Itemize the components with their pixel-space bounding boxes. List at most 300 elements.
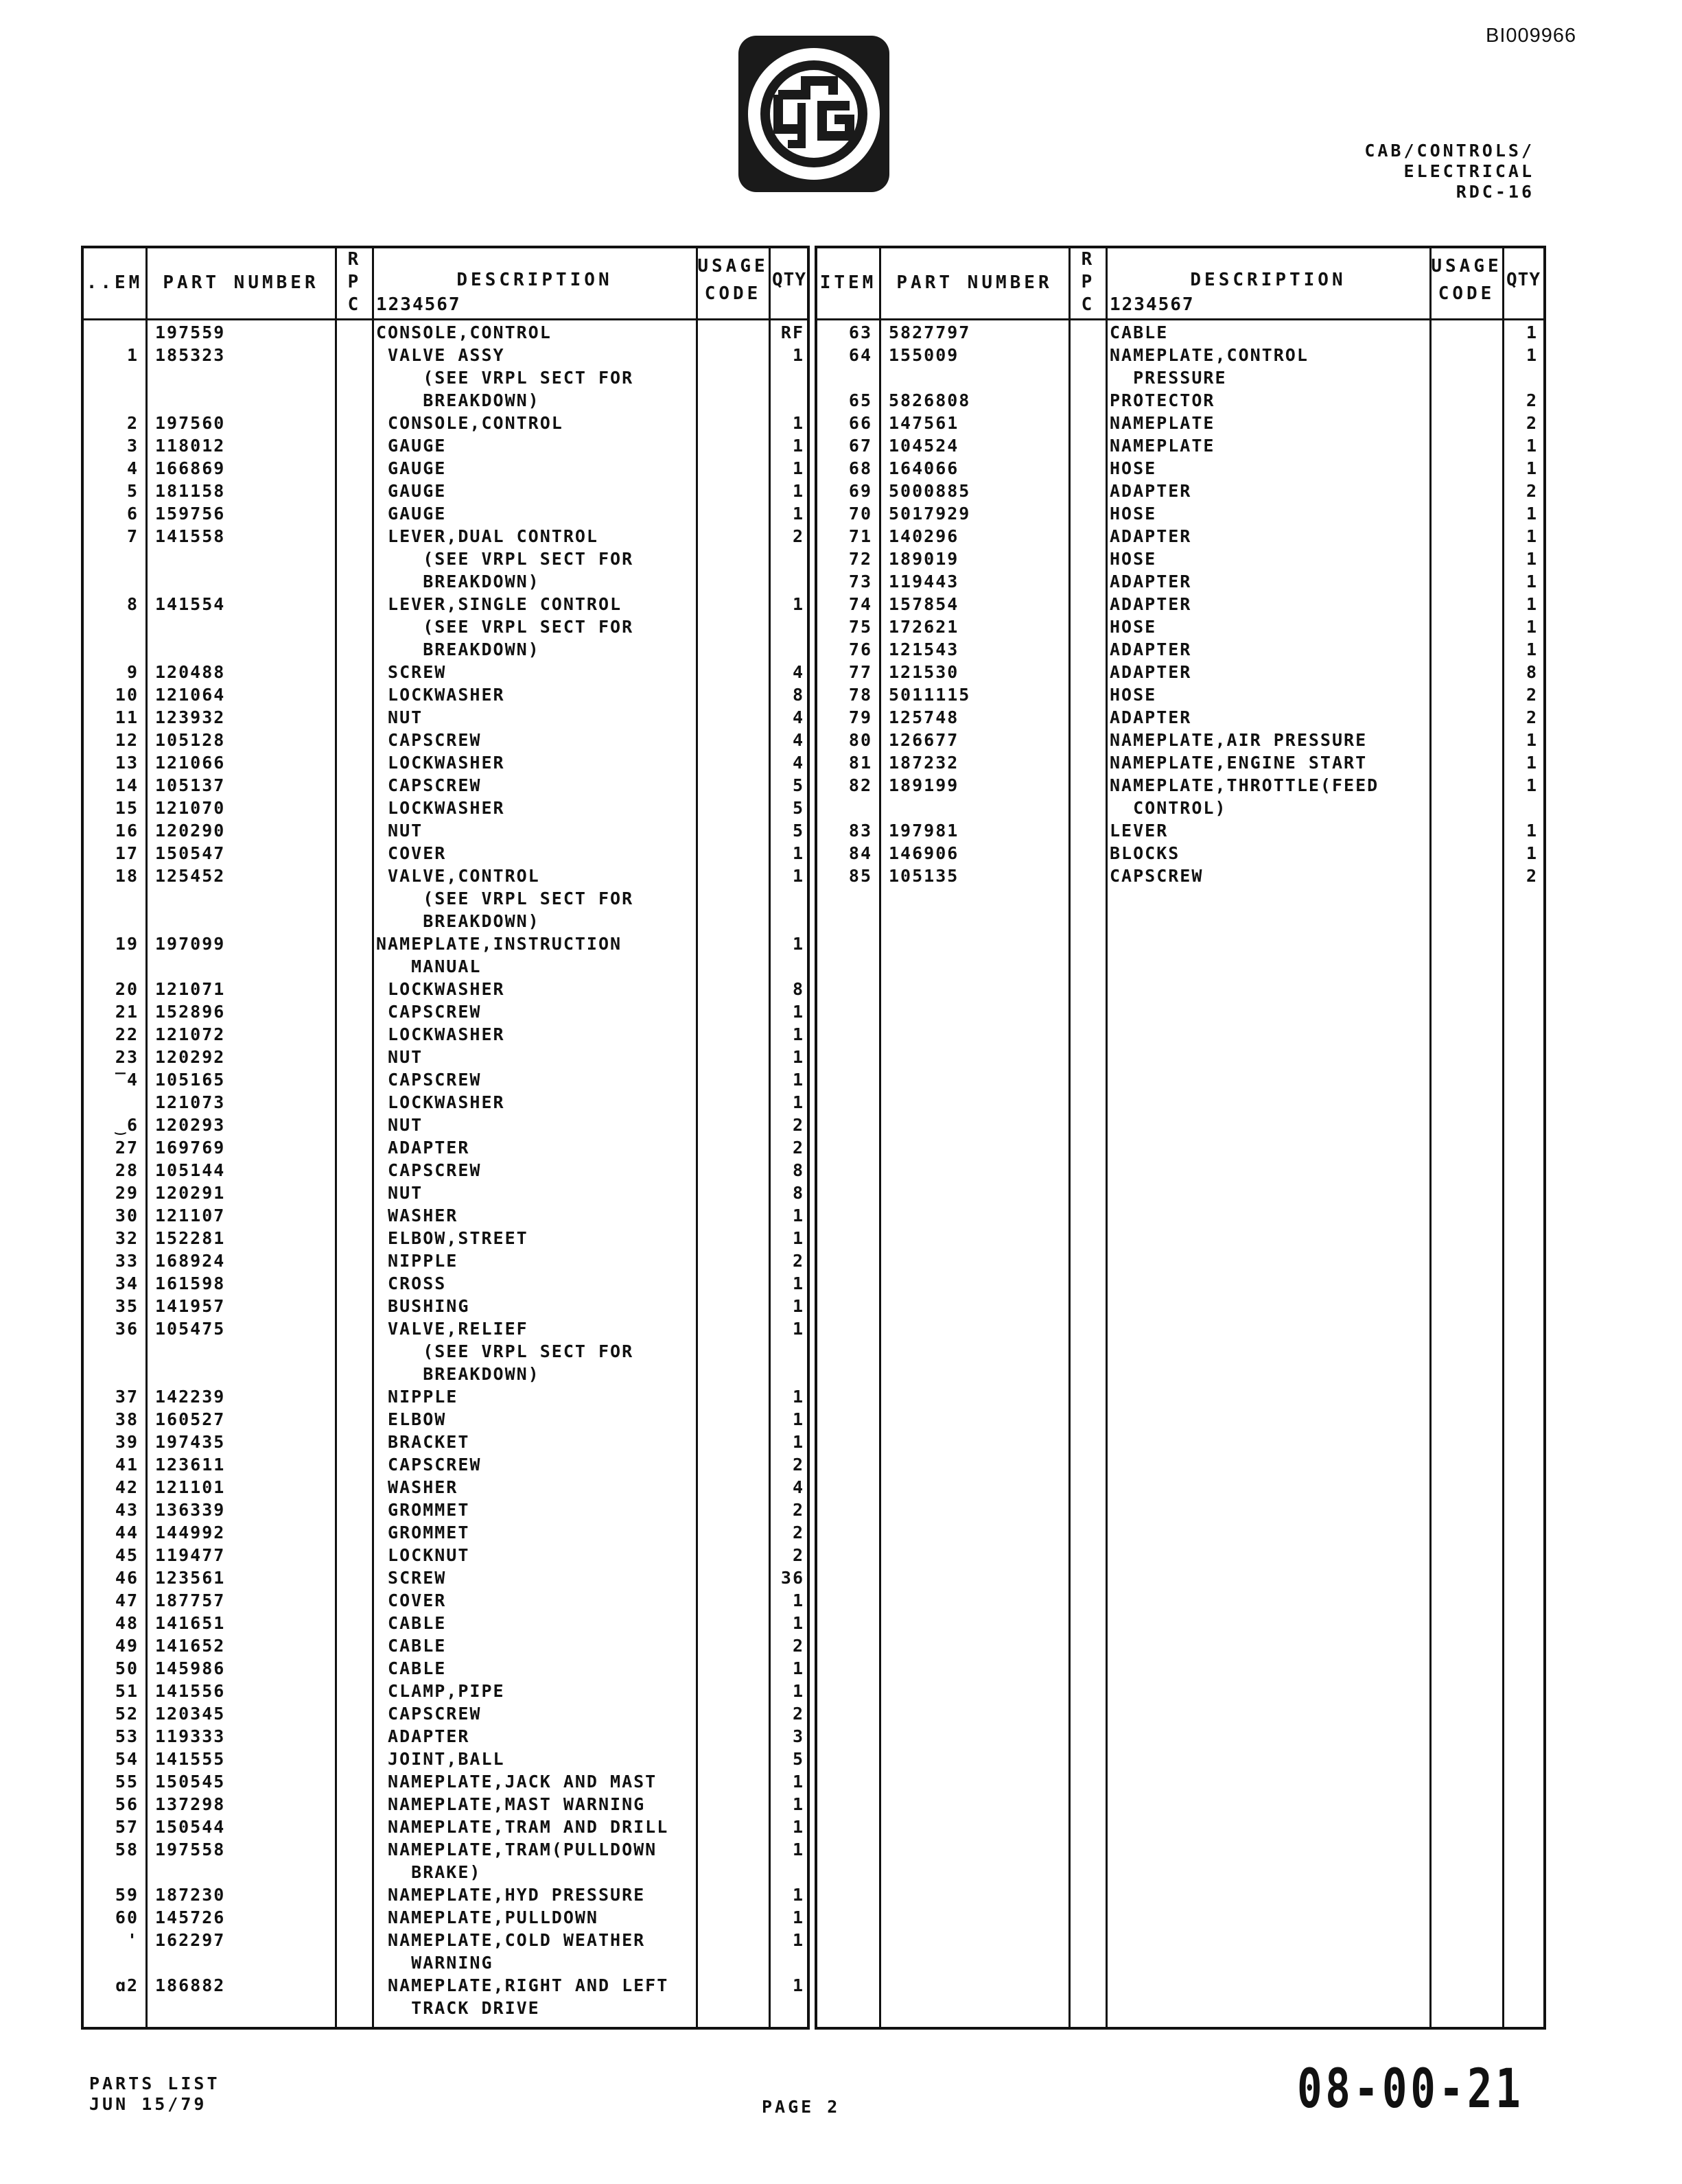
table-row (84, 1408, 807, 1431)
description-cell: NUT (376, 707, 423, 727)
qty-cell: 1 (792, 1590, 804, 1610)
table-row (84, 1770, 807, 1793)
header-qty: QTY (1506, 270, 1541, 290)
description-cell: JOINT,BALL (376, 1749, 505, 1769)
qty-cell: 1 (792, 1228, 804, 1248)
item-cell: 44 (115, 1523, 139, 1542)
part-number-cell: 166869 (155, 458, 226, 478)
item-cell: 14 (115, 775, 139, 795)
description-cell: NAMEPLATE,RIGHT AND LEFT (376, 1975, 669, 1995)
description-cell: ELBOW (376, 1409, 447, 1429)
table-row (817, 480, 1543, 502)
description-cell: CABLE (376, 1658, 447, 1678)
description-cell: NUT (376, 1183, 423, 1203)
table-row (817, 457, 1543, 480)
description-cell: COVER (376, 843, 447, 863)
qty-cell: 1 (792, 458, 804, 478)
header-qty: QTY (772, 270, 806, 290)
qty-cell: 8 (792, 1160, 804, 1180)
table-row (84, 1340, 807, 1363)
item-cell: 58 (115, 1840, 139, 1859)
table-row (84, 1974, 807, 1997)
table-row (84, 1385, 807, 1408)
description-cell: NUT (376, 1115, 423, 1135)
header-item: ITEM (819, 272, 877, 293)
qty-cell: 1 (792, 934, 804, 954)
qty-cell: 4 (792, 753, 804, 773)
qty-cell: RF (780, 322, 804, 342)
part-number-cell: 159756 (155, 504, 226, 524)
table-row (817, 638, 1543, 661)
description-cell: ELBOW,STREET (376, 1228, 528, 1248)
table-row (84, 1295, 807, 1317)
qty-cell: 1 (792, 1273, 804, 1293)
description-cell: LOCKWASHER (376, 798, 505, 818)
part-number-cell: 197981 (889, 821, 959, 841)
table-row (84, 1589, 807, 1612)
item-cell: 1 (126, 345, 139, 365)
item-cell: 15 (115, 798, 139, 818)
part-number-cell: 120345 (155, 1704, 226, 1724)
table-row (84, 1951, 807, 1974)
part-number-cell: 197559 (155, 322, 226, 342)
item-cell: 59 (115, 1885, 139, 1905)
table-row (84, 910, 807, 932)
table-row (84, 525, 807, 548)
table-row (84, 661, 807, 683)
description-cell: CROSS (376, 1273, 447, 1293)
part-number-cell: 5017929 (889, 504, 971, 524)
item-cell: 18 (115, 866, 139, 886)
qty-cell: 1 (792, 1024, 804, 1044)
item-cell: 53 (115, 1726, 139, 1746)
part-number-cell: 197099 (155, 934, 226, 954)
header-part-number: PART NUMBER (896, 272, 1053, 293)
item-cell: 73 (848, 572, 872, 591)
qty-cell: 2 (792, 1545, 804, 1565)
qty-cell: 1 (792, 1092, 804, 1112)
qty-cell: 1 (1526, 843, 1538, 863)
table-row (84, 1521, 807, 1544)
table-row (84, 570, 807, 593)
table-row (84, 1793, 807, 1816)
table-row (84, 344, 807, 366)
item-cell: 32 (115, 1228, 139, 1248)
description-cell: BLOCKS (1110, 843, 1180, 863)
part-number-cell: 157854 (889, 594, 959, 614)
part-number-cell: 181158 (155, 481, 226, 501)
qty-cell: 8 (792, 685, 804, 705)
description-cell: LEVER,DUAL CONTROL (376, 526, 598, 546)
part-number-cell: 120292 (155, 1047, 226, 1067)
description-cell: CABLE (1110, 322, 1169, 342)
description-cell: BUSHING (376, 1296, 470, 1316)
qty-cell: 2 (792, 1500, 804, 1520)
part-number-cell: 168924 (155, 1251, 226, 1271)
table-row (84, 683, 807, 706)
qty-cell: 2 (792, 1636, 804, 1656)
item-cell: 79 (848, 707, 872, 727)
table-row (84, 774, 807, 797)
table-row (84, 1453, 807, 1476)
qty-cell: 1 (792, 594, 804, 614)
table-row (84, 1476, 807, 1499)
table-row (84, 1363, 807, 1385)
company-logo (737, 34, 891, 193)
part-number-cell: 185323 (155, 345, 226, 365)
table-row (84, 1431, 807, 1453)
part-number-cell: 189019 (889, 549, 959, 569)
qty-cell: 2 (792, 1138, 804, 1158)
item-cell: ‾4 (115, 1070, 139, 1090)
table-row (84, 1023, 807, 1046)
header-description: DESCRIPTION (456, 270, 613, 290)
part-number-cell: 197435 (155, 1432, 226, 1452)
description-cell: CAPSCREW (376, 1455, 482, 1475)
description-cell: PROTECTOR (1110, 390, 1215, 410)
qty-cell: 1 (792, 1817, 804, 1837)
table-row (84, 932, 807, 955)
part-number-cell: 5011115 (889, 685, 971, 705)
table-row (84, 729, 807, 751)
qty-cell: 1 (792, 1432, 804, 1452)
table-row (817, 842, 1543, 865)
item-cell: 75 (848, 617, 872, 637)
item-cell: 50 (115, 1658, 139, 1678)
table-row (84, 1748, 807, 1770)
qty-cell: 2 (1526, 481, 1538, 501)
item-cell: 41 (115, 1455, 139, 1475)
table-row (84, 887, 807, 910)
qty-cell: 1 (792, 866, 804, 886)
qty-cell: 1 (792, 1907, 804, 1927)
table-row (84, 1702, 807, 1725)
item-cell: 34 (115, 1273, 139, 1293)
qty-cell: 1 (1526, 526, 1538, 546)
item-cell: 12 (115, 730, 139, 750)
description-cell: NAMEPLATE,INSTRUCTION (376, 934, 622, 954)
item-cell: 13 (115, 753, 139, 773)
part-number-cell: 119333 (155, 1726, 226, 1746)
part-number-cell: 141558 (155, 526, 226, 546)
item-cell: 16 (115, 821, 139, 841)
description-cell: TRACK DRIVE (376, 1998, 540, 2018)
part-number-cell: 141555 (155, 1749, 226, 1769)
description-cell: CAPSCREW (376, 1704, 482, 1724)
item-cell: 71 (848, 526, 872, 546)
description-cell: HOSE (1110, 617, 1157, 637)
part-number-cell: 121101 (155, 1477, 226, 1497)
description-cell: ADAPTER (1110, 594, 1192, 614)
section-title (1364, 141, 1534, 202)
part-number-cell: 125748 (889, 707, 959, 727)
qty-cell: 1 (792, 504, 804, 524)
header-item: ..EM (86, 272, 143, 293)
description-cell: (SEE VRPL SECT FOR (376, 549, 634, 569)
item-cell: 56 (115, 1794, 139, 1814)
description-cell: BREAKDOWN) (376, 390, 540, 410)
part-number-cell: 119443 (889, 572, 959, 591)
item-cell: 8 (126, 594, 139, 614)
table-row (84, 1046, 807, 1068)
item-cell: 72 (848, 549, 872, 569)
part-number-cell: 164066 (889, 458, 959, 478)
qty-cell: 8 (1526, 662, 1538, 682)
item-cell: 69 (848, 481, 872, 501)
table-row (84, 1657, 807, 1680)
item-cell: ɑ2 (115, 1975, 139, 1995)
description-cell: NAMEPLATE,COLD WEATHER (376, 1930, 646, 1950)
qty-cell: 1 (1526, 504, 1538, 524)
qty-cell: 1 (792, 843, 804, 863)
part-number-cell: 150545 (155, 1772, 226, 1792)
description-cell: LOCKWASHER (376, 685, 505, 705)
qty-cell: 1 (1526, 775, 1538, 795)
item-cell: 70 (848, 504, 872, 524)
table-row (817, 389, 1543, 412)
qty-cell: 1 (1526, 345, 1538, 365)
table-row (84, 1499, 807, 1521)
parts-table-left (81, 246, 810, 2030)
part-number-cell: 152281 (155, 1228, 226, 1248)
table-row (817, 797, 1543, 819)
table-row (84, 955, 807, 978)
part-number-cell: 121070 (155, 798, 226, 818)
description-cell: SCREW (376, 1568, 447, 1588)
qty-cell: 1 (792, 1070, 804, 1090)
item-cell: 66 (848, 413, 872, 433)
description-cell: NIPPLE (376, 1251, 458, 1271)
part-number-cell: 123611 (155, 1455, 226, 1475)
table-row (817, 344, 1543, 366)
table-row (84, 1838, 807, 1861)
description-cell: CAPSCREW (376, 1002, 482, 1022)
description-cell: LOCKWASHER (376, 753, 505, 773)
qty-cell: 1 (792, 1387, 804, 1407)
part-number-cell: 121072 (155, 1024, 226, 1044)
description-cell: HOSE (1110, 458, 1157, 478)
description-cell: LEVER (1110, 821, 1169, 841)
part-number-cell: 161598 (155, 1273, 226, 1293)
item-cell: 29 (115, 1183, 139, 1203)
document-code: 08-00-21 (1297, 2058, 1524, 2120)
item-cell: 42 (115, 1477, 139, 1497)
qty-cell: 1 (792, 1319, 804, 1339)
description-cell: LEVER,SINGLE CONTROL (376, 594, 622, 614)
description-cell: GAUGE (376, 481, 447, 501)
description-cell: (SEE VRPL SECT FOR (376, 368, 634, 388)
part-number-cell: 118012 (155, 436, 226, 456)
item-cell: 47 (115, 1590, 139, 1610)
qty-cell: 2 (792, 1251, 804, 1271)
table-row (817, 321, 1543, 344)
item-cell: 67 (848, 436, 872, 456)
table-row (817, 751, 1543, 774)
description-cell: GROMMET (376, 1500, 470, 1520)
description-cell: ADAPTER (1110, 662, 1192, 682)
item-cell: 4 (126, 458, 139, 478)
qty-cell: 2 (1526, 685, 1538, 705)
qty-cell: 4 (792, 707, 804, 727)
description-cell: CONSOLE,CONTROL (376, 413, 563, 433)
header-part-number: PART NUMBER (163, 272, 319, 293)
table-row (84, 1929, 807, 1951)
description-cell: NAMEPLATE,HYD PRESSURE (376, 1885, 646, 1905)
description-cell: NAMEPLATE,TRAM AND DRILL (376, 1817, 669, 1837)
description-cell: CONTROL) (1110, 798, 1227, 818)
table-row (817, 683, 1543, 706)
table-row (84, 1182, 807, 1204)
part-number-cell: 121064 (155, 685, 226, 705)
part-number-cell: 5827797 (889, 322, 971, 342)
description-cell: CLAMP,PIPE (376, 1681, 505, 1701)
item-cell: 45 (115, 1545, 139, 1565)
section-line: RDC-16 (1456, 182, 1534, 202)
item-cell: 85 (848, 866, 872, 886)
description-cell: ADAPTER (1110, 707, 1192, 727)
part-number-cell: 137298 (155, 1794, 226, 1814)
document-id: BI009966 (1486, 25, 1577, 47)
item-cell: 9 (126, 662, 139, 682)
item-cell: 38 (115, 1409, 139, 1429)
table-row (84, 1136, 807, 1159)
qty-cell: 2 (1526, 390, 1538, 410)
part-number-cell: 119477 (155, 1545, 226, 1565)
description-cell: NAMEPLATE,TRAM(PULLDOWN (376, 1840, 657, 1859)
qty-cell: 1 (792, 345, 804, 365)
item-cell: 30 (115, 1206, 139, 1225)
header-description: DESCRIPTION (1190, 270, 1346, 290)
item-cell: 35 (115, 1296, 139, 1316)
qty-cell: 1 (792, 1409, 804, 1429)
qty-cell: 2 (1526, 707, 1538, 727)
description-cell: (SEE VRPL SECT FOR (376, 889, 634, 908)
item-cell: 3 (126, 436, 139, 456)
description-cell: NAMEPLATE,ENGINE START (1110, 753, 1368, 773)
description-cell: NAMEPLATE (1110, 413, 1215, 433)
table-row (84, 1091, 807, 1114)
part-number-cell: 120293 (155, 1115, 226, 1135)
parts-table-right (815, 246, 1546, 2030)
table-row (84, 1725, 807, 1748)
item-cell: 68 (848, 458, 872, 478)
part-number-cell: 155009 (889, 345, 959, 365)
item-cell: 52 (115, 1704, 139, 1724)
qty-cell: 1 (792, 1794, 804, 1814)
table-row (84, 1883, 807, 1906)
item-cell: 83 (848, 821, 872, 841)
table-row (84, 1612, 807, 1634)
part-number-cell: 120291 (155, 1183, 226, 1203)
table-row (84, 593, 807, 615)
item-cell: 78 (848, 685, 872, 705)
table-row (84, 1634, 807, 1657)
description-cell: LOCKWASHER (376, 1092, 505, 1112)
part-number-cell: 144992 (155, 1523, 226, 1542)
item-cell: 2 (126, 413, 139, 433)
table-row (817, 819, 1543, 842)
table-row (817, 570, 1543, 593)
table-row (84, 1000, 807, 1023)
table-row (84, 502, 807, 525)
description-cell: VALVE,RELIEF (376, 1319, 528, 1339)
table-row (84, 1272, 807, 1295)
table-row (817, 865, 1543, 887)
item-cell: 77 (848, 662, 872, 682)
part-number-cell: 125452 (155, 866, 226, 886)
part-number-cell: 197558 (155, 1840, 226, 1859)
table-row (817, 548, 1543, 570)
item-cell: 64 (848, 345, 872, 365)
qty-cell: 1 (792, 1002, 804, 1022)
item-cell: ' (126, 1930, 139, 1950)
table-row (84, 978, 807, 1000)
table-row (84, 797, 807, 819)
qty-cell: 2 (1526, 413, 1538, 433)
description-cell: NAMEPLATE,THROTTLE(FEED (1110, 775, 1379, 795)
item-cell: 80 (848, 730, 872, 750)
qty-cell: 1 (792, 1206, 804, 1225)
description-cell: CABLE (376, 1636, 447, 1656)
part-number-cell: 120488 (155, 662, 226, 682)
part-number-cell: 121073 (155, 1092, 226, 1112)
header-desc-sub: 1234567 (1110, 294, 1195, 315)
part-number-cell: 141957 (155, 1296, 226, 1316)
table-row (84, 1680, 807, 1702)
part-number-cell: 105137 (155, 775, 226, 795)
part-number-cell: 141651 (155, 1613, 226, 1633)
qty-cell: 1 (792, 1975, 804, 1995)
item-cell: 43 (115, 1500, 139, 1520)
qty-cell: 2 (1526, 866, 1538, 886)
item-cell: 19 (115, 934, 139, 954)
description-cell: CAPSCREW (376, 730, 482, 750)
table-row (84, 1204, 807, 1227)
description-cell: GROMMET (376, 1523, 470, 1542)
qty-cell: 8 (792, 979, 804, 999)
table-row (84, 1566, 807, 1589)
table-row (84, 865, 807, 887)
part-number-cell: 105135 (889, 866, 959, 886)
item-cell: 54 (115, 1749, 139, 1769)
table-row (84, 1249, 807, 1272)
header-usage-code: USAGE CODE (697, 256, 769, 304)
part-number-cell: 187230 (155, 1885, 226, 1905)
table-row (84, 457, 807, 480)
description-cell: (SEE VRPL SECT FOR (376, 1341, 634, 1361)
item-cell: 36 (115, 1319, 139, 1339)
description-cell: CAPSCREW (376, 1070, 482, 1090)
item-cell: 51 (115, 1681, 139, 1701)
description-cell: WASHER (376, 1206, 458, 1225)
table-row (84, 434, 807, 457)
item-cell: 27 (115, 1138, 139, 1158)
table-row (817, 412, 1543, 434)
part-number-cell: 197560 (155, 413, 226, 433)
item-cell: 84 (848, 843, 872, 863)
item-cell: ‿6 (115, 1115, 139, 1135)
description-cell: (SEE VRPL SECT FOR (376, 617, 634, 637)
description-cell: WASHER (376, 1477, 458, 1497)
qty-cell: 1 (792, 481, 804, 501)
table-row (84, 615, 807, 638)
table-row (84, 706, 807, 729)
qty-cell: 1 (792, 1613, 804, 1633)
description-cell: CONSOLE,CONTROL (376, 322, 552, 342)
item-cell: 5 (126, 481, 139, 501)
qty-cell: 4 (792, 730, 804, 750)
description-cell: VALVE,CONTROL (376, 866, 540, 886)
